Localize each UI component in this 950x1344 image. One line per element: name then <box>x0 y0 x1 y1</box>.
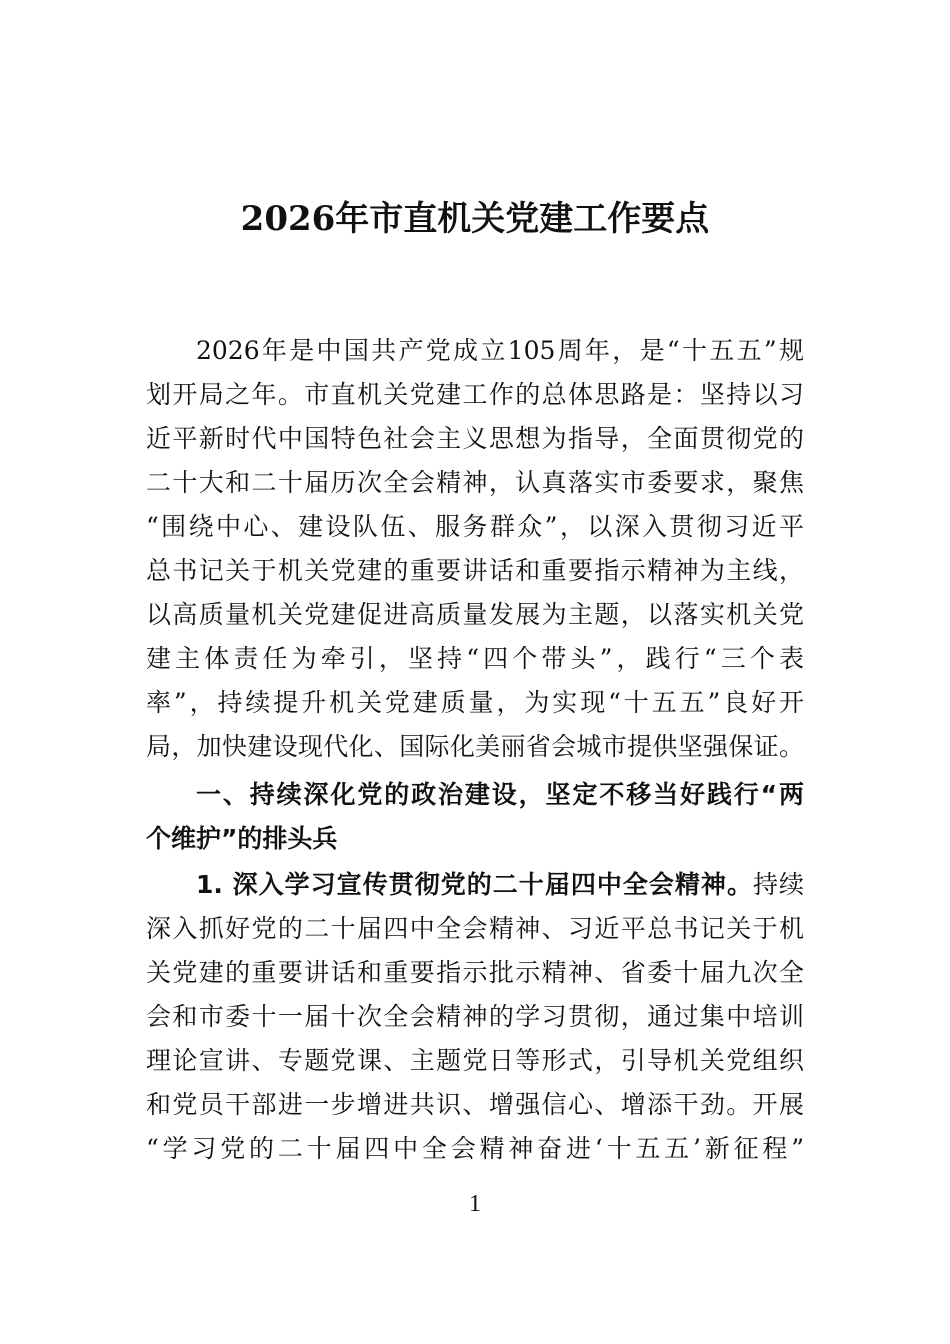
intro-line: 总书记关于机关党建的重要讲话和重要指示精神为主线， <box>146 556 804 585</box>
document-title: 2026年市直机关党建工作要点 <box>240 199 710 239</box>
item-lead-bold: 1. 深入学习宣传贯彻党的二十届四中全会精神。 <box>196 870 753 899</box>
intro-line: 2026年是中国共产党成立105周年，是“十五五”规 <box>196 336 804 365</box>
item-body-line: 理论宣讲、专题党课、主题党日等形式，引导机关党组织 <box>146 1046 804 1075</box>
item-body-line: “学习党的二十届四中全会精神奋进‘十五五’新征程” <box>146 1134 804 1163</box>
intro-line: 率”，持续提升机关党建质量，为实现“十五五”良好开 <box>146 688 804 717</box>
intro-line: “围绕中心、建设队伍、服务群众”，以深入贯彻习近平 <box>146 512 804 541</box>
intro-line: 划开局之年。市直机关党建工作的总体思路是：坚持以习 <box>146 380 804 409</box>
item-body-line: 会和市委十一届十次全会精神的学习贯彻，通过集中培训 <box>146 1002 804 1031</box>
intro-line: 局，加快建设现代化、国际化美丽省会城市提供坚强保证。 <box>146 732 804 761</box>
intro-line: 建主体责任为牵引，坚持“四个带头”，践行“三个表 <box>146 644 804 673</box>
section-heading-line: 一、持续深化党的政治建设，坚定不移当好践行“两 <box>196 780 804 809</box>
item-body-line: 和党员干部进一步增进共识、增强信心、增添干劲。开展 <box>146 1090 804 1119</box>
item-body-line: 深入抓好党的二十届四中全会精神、习近平总书记关于机 <box>146 914 804 943</box>
page-number: 1 <box>469 1191 481 1217</box>
intro-line: 以高质量机关党建促进高质量发展为主题，以落实机关党 <box>146 600 804 629</box>
section-heading-line: 个维护”的排头兵 <box>146 824 338 853</box>
item-lead-rest: 持续 <box>752 870 804 899</box>
item-lead-line <box>196 863 804 907</box>
item-body-line: 关党建的重要讲话和重要指示批示精神、省委十届九次全 <box>146 958 804 987</box>
intro-line: 二十大和二十届历次全会精神，认真落实市委要求，聚焦 <box>146 468 804 497</box>
intro-line: 近平新时代中国特色社会主义思想为指导，全面贯彻党的 <box>146 424 804 453</box>
